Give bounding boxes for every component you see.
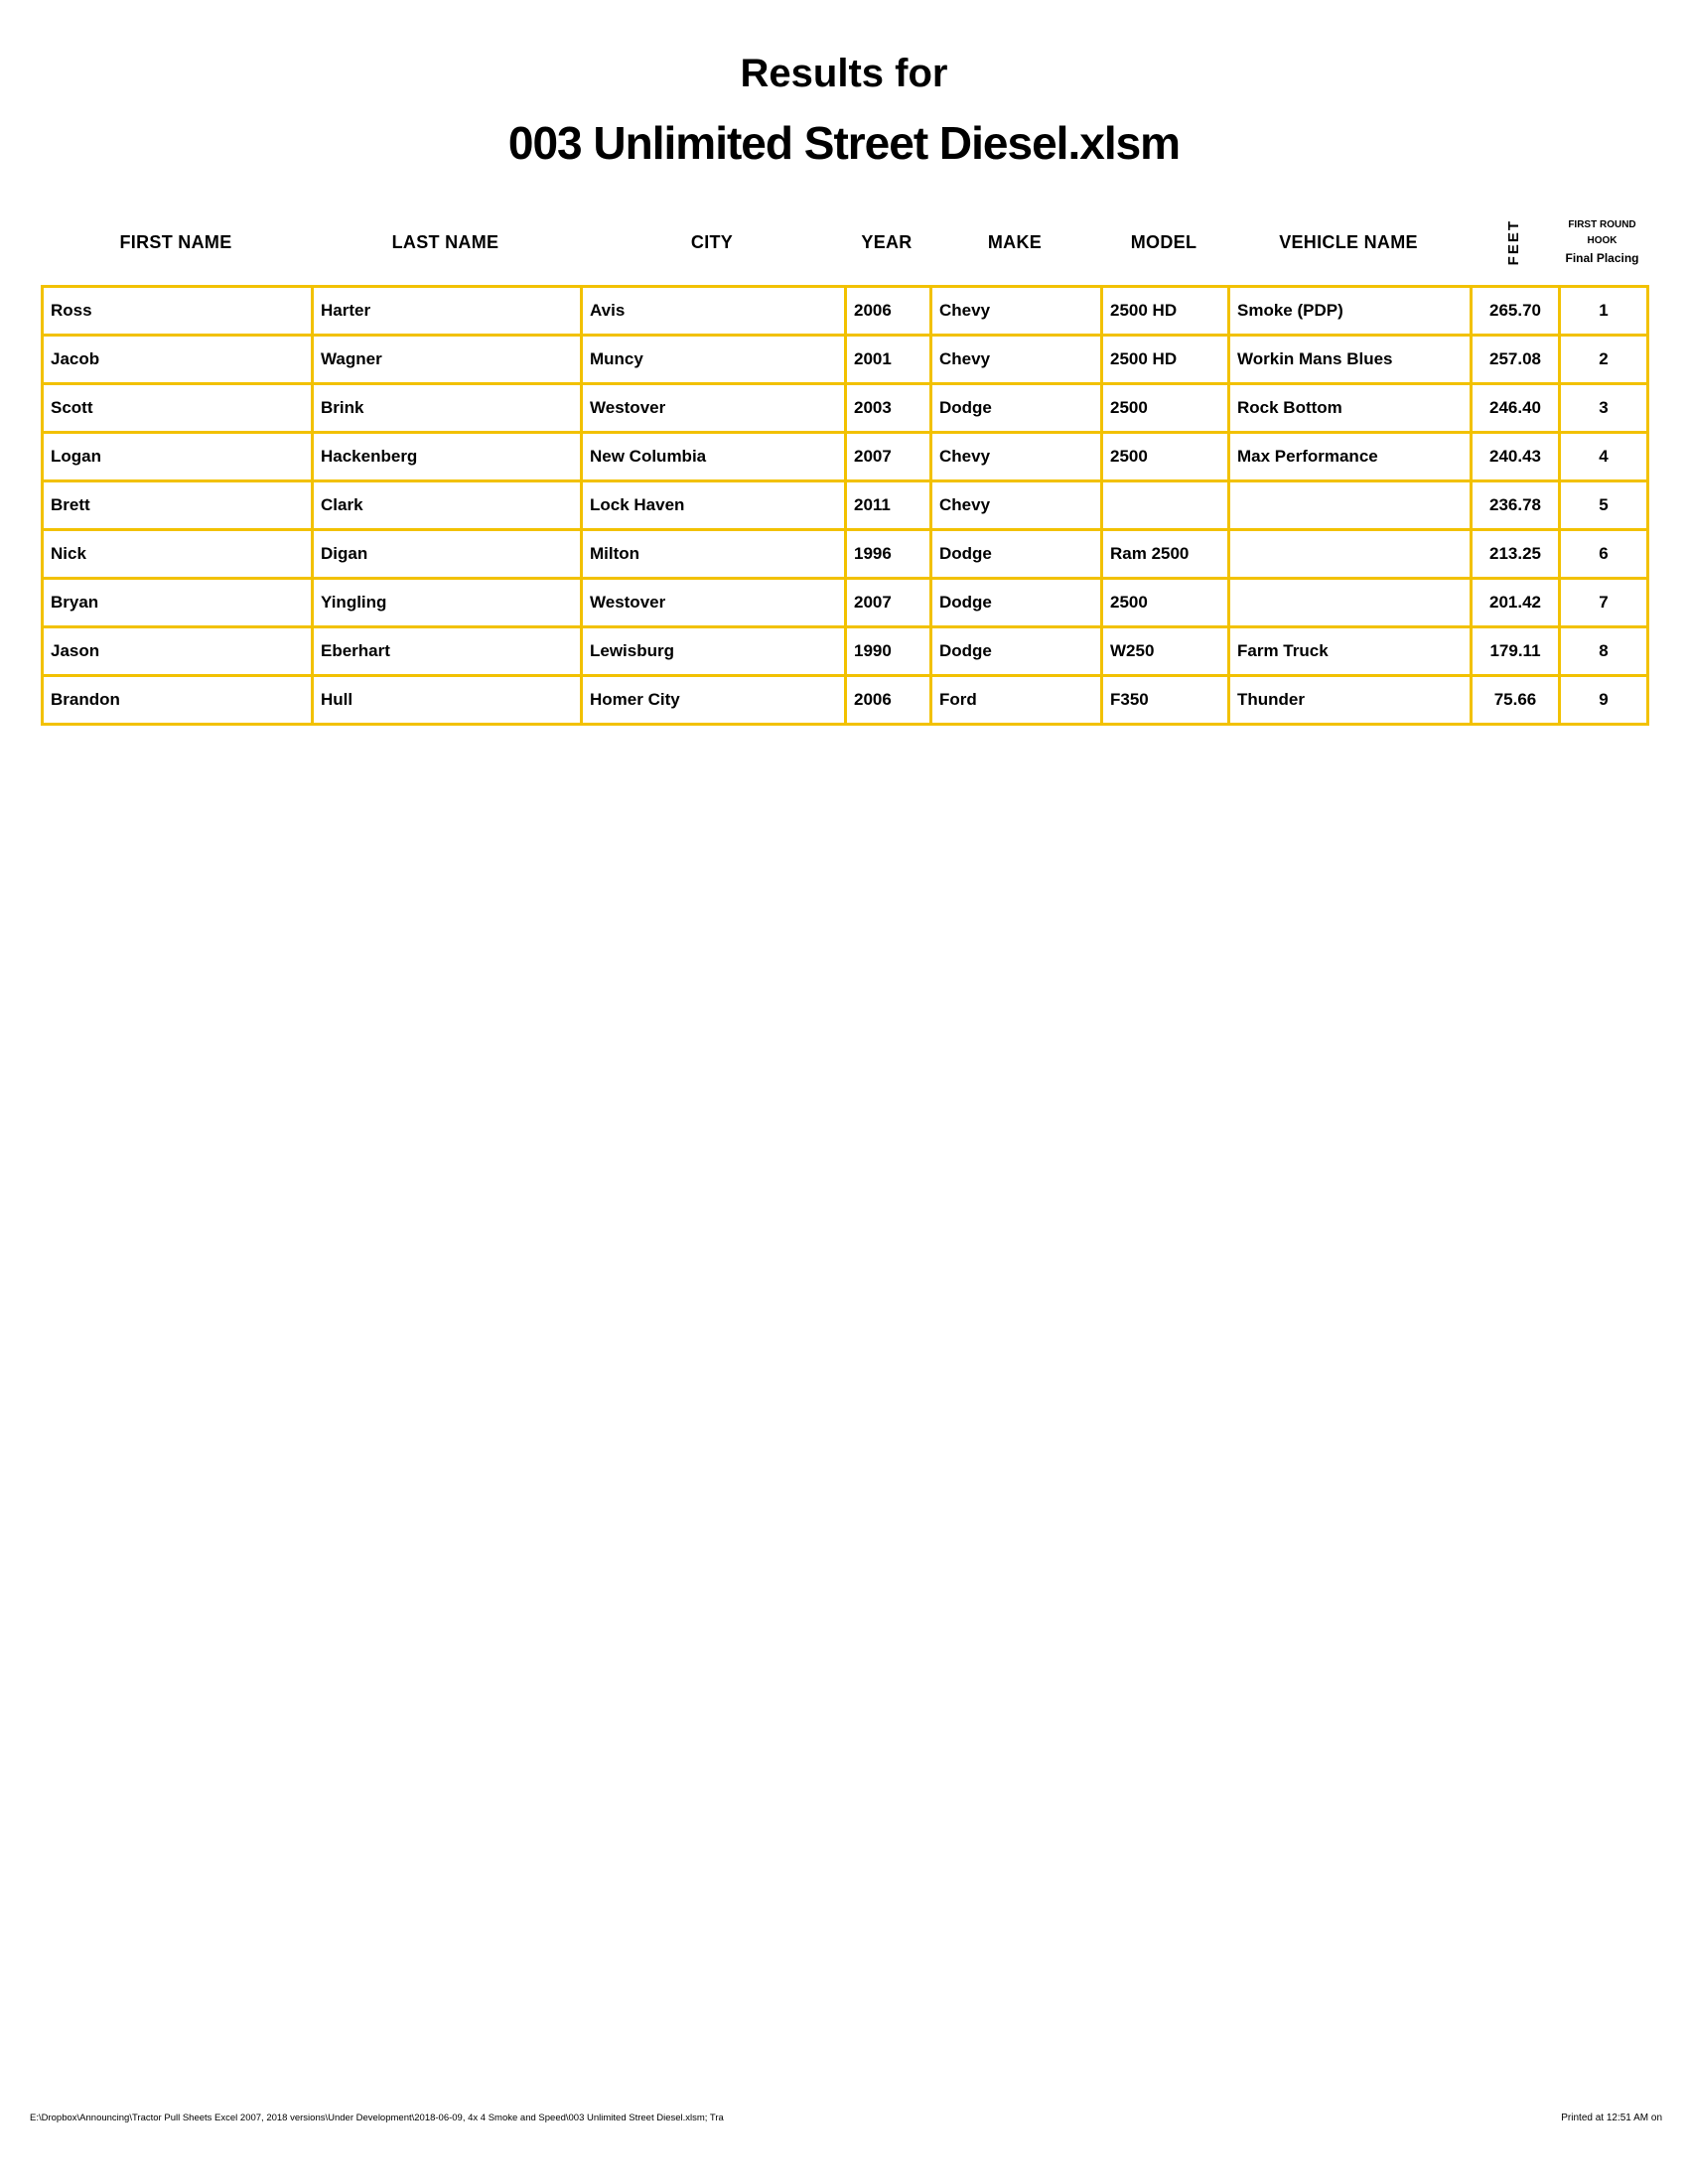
- footer-printed-timestamp: Printed at 12:51 AM on: [1561, 2113, 1662, 2123]
- cell-year: 2003: [846, 384, 931, 433]
- cell-model: Ram 2500: [1102, 530, 1229, 579]
- cell-city: Westover: [582, 579, 846, 627]
- cell-placing: 7: [1560, 579, 1648, 627]
- cell-make: Chevy: [931, 433, 1102, 481]
- cell-feet: 246.40: [1472, 384, 1560, 433]
- cell-vehicle_name: Smoke (PDP): [1229, 287, 1472, 336]
- cell-make: Chevy: [931, 481, 1102, 530]
- cell-make: Dodge: [931, 384, 1102, 433]
- cell-feet: 236.78: [1472, 481, 1560, 530]
- cell-model: 2500: [1102, 579, 1229, 627]
- table-row: [43, 530, 1648, 579]
- cell-last_name: Harter: [313, 287, 582, 336]
- cell-placing: 3: [1560, 384, 1648, 433]
- table-row: [43, 627, 1648, 676]
- cell-model: 2500 HD: [1102, 336, 1229, 384]
- cell-last_name: Eberhart: [313, 627, 582, 676]
- cell-make: Dodge: [931, 627, 1102, 676]
- cell-feet: 179.11: [1472, 627, 1560, 676]
- cell-placing: 6: [1560, 530, 1648, 579]
- table-row: [43, 336, 1648, 384]
- cell-first_name: Jacob: [43, 336, 313, 384]
- cell-model: 2500: [1102, 433, 1229, 481]
- table-row: [43, 481, 1648, 530]
- cell-first_name: Brett: [43, 481, 313, 530]
- cell-model: W250: [1102, 627, 1229, 676]
- cell-make: Chevy: [931, 336, 1102, 384]
- cell-placing: 2: [1560, 336, 1648, 384]
- cell-first_name: Nick: [43, 530, 313, 579]
- cell-vehicle_name: [1229, 530, 1472, 579]
- cell-last_name: Wagner: [313, 336, 582, 384]
- cell-vehicle_name: Rock Bottom: [1229, 384, 1472, 433]
- cell-feet: 213.25: [1472, 530, 1560, 579]
- column-header-label: CITY: [690, 231, 734, 252]
- column-header-label: LAST NAME: [391, 231, 499, 252]
- cell-last_name: Digan: [313, 530, 582, 579]
- cell-year: 1990: [846, 627, 931, 676]
- cell-city: Muncy: [582, 336, 846, 384]
- table-row: [43, 287, 1648, 336]
- cell-vehicle_name: Farm Truck: [1229, 627, 1472, 676]
- cell-first_name: Brandon: [43, 676, 313, 725]
- cell-year: 2006: [846, 287, 931, 336]
- cell-feet: 75.66: [1472, 676, 1560, 725]
- column-header-last-name: [311, 202, 580, 283]
- column-header-label: YEAR: [861, 231, 913, 252]
- cell-first_name: Logan: [43, 433, 313, 481]
- cell-city: New Columbia: [582, 433, 846, 481]
- cell-vehicle_name: [1229, 481, 1472, 530]
- cell-first_name: Scott: [43, 384, 313, 433]
- table-column-headers: [41, 202, 1646, 283]
- cell-feet: 265.70: [1472, 287, 1560, 336]
- column-header-vehicle-name: [1227, 202, 1470, 283]
- column-header-label: MAKE: [987, 231, 1043, 252]
- cell-year: 1996: [846, 530, 931, 579]
- placing-header-lines: [1565, 217, 1638, 267]
- cell-last_name: Brink: [313, 384, 582, 433]
- cell-vehicle_name: Workin Mans Blues: [1229, 336, 1472, 384]
- table-row: [43, 384, 1648, 433]
- cell-model: [1102, 481, 1229, 530]
- cell-feet: 240.43: [1472, 433, 1560, 481]
- column-header-first-name: [41, 202, 311, 283]
- cell-year: 2006: [846, 676, 931, 725]
- column-header-label: FIRST NAME: [119, 231, 232, 252]
- column-header-year: [844, 202, 929, 283]
- cell-last_name: Clark: [313, 481, 582, 530]
- column-header-city: [580, 202, 844, 283]
- page-subtitle-filename: 003 Unlimited Street Diesel.xlsm: [507, 117, 1181, 169]
- cell-feet: 257.08: [1472, 336, 1560, 384]
- table-row: [43, 579, 1648, 627]
- cell-placing: 5: [1560, 481, 1648, 530]
- cell-year: 2007: [846, 579, 931, 627]
- cell-make: Ford: [931, 676, 1102, 725]
- cell-vehicle_name: Max Performance: [1229, 433, 1472, 481]
- column-header-make: [929, 202, 1100, 283]
- cell-year: 2001: [846, 336, 931, 384]
- table-row: [43, 433, 1648, 481]
- cell-make: Chevy: [931, 287, 1102, 336]
- table-row: [43, 676, 1648, 725]
- column-header-feet: [1470, 202, 1558, 283]
- results-table: [41, 285, 1649, 726]
- cell-city: Westover: [582, 384, 846, 433]
- cell-first_name: Jason: [43, 627, 313, 676]
- feet-rotated-label: FEET: [1505, 218, 1522, 266]
- cell-make: Dodge: [931, 579, 1102, 627]
- cell-feet: 201.42: [1472, 579, 1560, 627]
- cell-city: Lock Haven: [582, 481, 846, 530]
- cell-model: 2500 HD: [1102, 287, 1229, 336]
- cell-year: 2011: [846, 481, 931, 530]
- results-table-body: [43, 287, 1648, 725]
- placing-header-line2: HOOK: [1587, 235, 1618, 246]
- footer-file-path: E:\Dropbox\Announcing\Tractor Pull Sheets Excel 2007, 2018 versions\Under Development\2018-06-09, 4x 4 Smoke and Speed\003 Unlimited Street Diesel.xlsm; Tra: [30, 2113, 724, 2123]
- cell-placing: 8: [1560, 627, 1648, 676]
- cell-last_name: Hackenberg: [313, 433, 582, 481]
- cell-city: Homer City: [582, 676, 846, 725]
- cell-placing: 9: [1560, 676, 1648, 725]
- cell-first_name: Ross: [43, 287, 313, 336]
- placing-header-line1: FIRST ROUND: [1568, 219, 1636, 230]
- column-header-label: MODEL: [1130, 231, 1197, 252]
- report-title-block: [0, 52, 1688, 170]
- cell-city: Milton: [582, 530, 846, 579]
- cell-first_name: Bryan: [43, 579, 313, 627]
- cell-make: Dodge: [931, 530, 1102, 579]
- cell-model: 2500: [1102, 384, 1229, 433]
- page-title: Results for: [740, 52, 948, 95]
- cell-placing: 4: [1560, 433, 1648, 481]
- cell-city: Lewisburg: [582, 627, 846, 676]
- column-header-model: [1100, 202, 1227, 283]
- cell-last_name: Hull: [313, 676, 582, 725]
- cell-placing: 1: [1560, 287, 1648, 336]
- cell-model: F350: [1102, 676, 1229, 725]
- cell-last_name: Yingling: [313, 579, 582, 627]
- cell-vehicle_name: Thunder: [1229, 676, 1472, 725]
- placing-header-line3: Final Placing: [1565, 251, 1639, 265]
- cell-vehicle_name: [1229, 579, 1472, 627]
- column-header-placing: [1558, 202, 1646, 283]
- cell-city: Avis: [582, 287, 846, 336]
- cell-year: 2007: [846, 433, 931, 481]
- column-header-label: VEHICLE NAME: [1279, 231, 1418, 252]
